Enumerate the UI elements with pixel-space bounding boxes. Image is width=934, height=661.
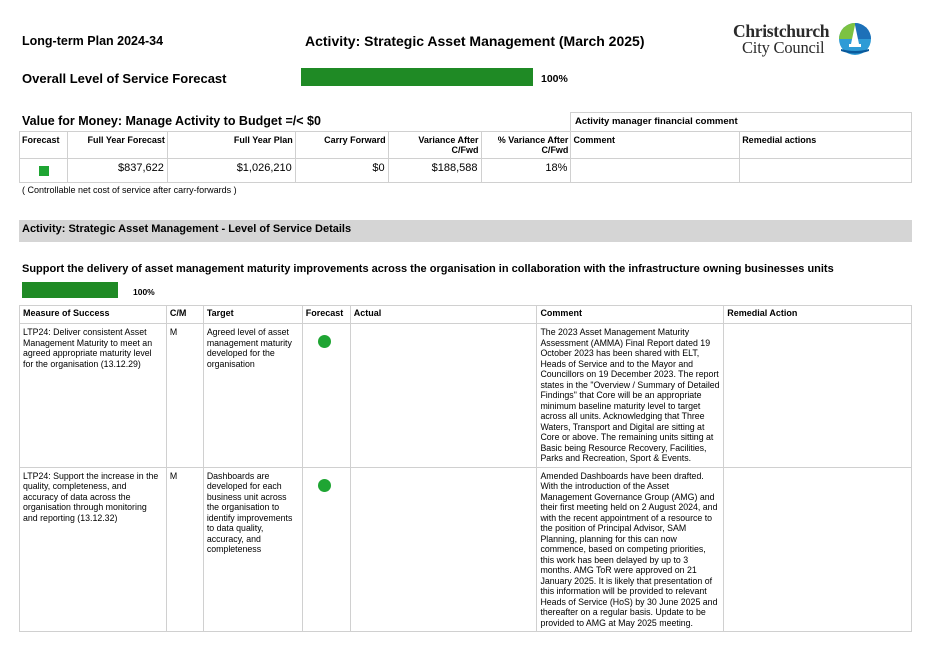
col-cm: C/M	[166, 306, 203, 324]
forecast-cell	[302, 467, 350, 632]
comment-cell: Amended Dashboards have been drafted. With the introduction of the Asset Management Governance Group (AMG) and their first meeting held on 2 August 2024, and with the recent appointment of a resource to the position of Principal Advisor, SAM Planning, planning for this can now commence, based on competing priorities, this work has been delayed by up to 3 months. AMG ToR were approved on 21 January 2025. It is likely that presentation of this information will be provided to relevant Heads of Service (HoS) by 30 June 2025 and thereafter on a regular basis. Update to be provided to AMG at May 2025 meeting.	[537, 467, 724, 632]
logo-text-line2: City Council	[742, 38, 825, 57]
col-carry-forward: Carry Forward	[295, 132, 388, 159]
actual-cell	[350, 467, 537, 632]
col-pct-variance: % Variance After C/Fwd	[481, 132, 571, 159]
overall-percent: 100%	[541, 73, 568, 85]
finance-comment-value	[571, 159, 740, 183]
col-measure: Measure of Success	[20, 306, 167, 324]
finance-note: ( Controllable net cost of service after carry-forwards )	[22, 185, 237, 195]
carry-forward-value: $0	[295, 159, 388, 183]
section-header: Activity: Strategic Asset Management - Level of Service Details	[19, 220, 912, 242]
overall-forecast-label: Overall Level of Service Forecast	[22, 71, 227, 86]
actual-cell	[350, 324, 537, 468]
col-variance: Variance After C/Fwd	[388, 132, 481, 159]
status-dot-icon	[318, 335, 331, 348]
col-full-year-plan: Full Year Plan	[167, 132, 295, 159]
forecast-cell	[302, 324, 350, 468]
goal-percent: 100%	[133, 287, 155, 297]
overall-progress-fill	[301, 68, 533, 86]
col-forecast: Forecast	[20, 132, 68, 159]
cathedral-spire-icon	[837, 22, 873, 56]
col-remedial: Remedial actions	[740, 132, 912, 159]
table-row	[20, 324, 912, 468]
col-target: Target	[203, 306, 302, 324]
cm-cell: M	[166, 467, 203, 632]
measure-cell: LTP24: Support the increase in the quality, completeness, and accuracy of data across the organisation through monitoring and reporting (13.12.32)	[20, 467, 167, 632]
target-cell: Agreed level of asset management maturity developed for the organisation	[203, 324, 302, 468]
measure-cell: LTP24: Deliver consistent Asset Management Maturity to meet an agreed appropriate maturity level for the organisation (13.12.29)	[20, 324, 167, 468]
goal-title: Support the delivery of asset management maturity improvements across the organisation in collaboration with the infrastructure owning businesses units	[22, 263, 834, 275]
comment-cell: The 2023 Asset Management Maturity Assessment (AMMA) Final Report dated 19 October 2023 has been shared with ELT, Heads of Service and to the Mayor and Councillors on 19 December 2023. The report states in the "Overview / Summary of Detailed Findings" that Core will be an appropriate minimum baseline maturity level to target across all units. Acknowledging that Three Waters, Transport and Digital are sitting at Core or above. The remaining units sitting at Basic being Resource Recovery, Facilities, Parks and Recreation, Sport & Events.	[537, 324, 724, 468]
goal-progress-fill	[22, 282, 118, 298]
col-full-year-forecast: Full Year Forecast	[67, 132, 167, 159]
col-comment: Comment	[537, 306, 724, 324]
variance-value: $188,588	[388, 159, 481, 183]
goal-progress-bar	[22, 282, 118, 298]
remedial-cell	[724, 324, 912, 468]
value-for-money-title: Value for Money: Manage Activity to Budget =/< $0	[22, 114, 321, 128]
finance-table	[19, 131, 912, 183]
col-forecast: Forecast	[302, 306, 350, 324]
finance-header-row	[20, 132, 912, 159]
finance-remedial-value	[740, 159, 912, 183]
manager-comment-title: Activity manager financial comment	[570, 112, 912, 132]
level-of-service-table	[19, 305, 912, 632]
col-remedial-action: Remedial Action	[724, 306, 912, 324]
activity-title: Activity: Strategic Asset Management (March 2025)	[305, 33, 645, 49]
pct-variance-value: 18%	[481, 159, 571, 183]
target-cell: Dashboards are developed for each business unit across the organisation to identify improvements to data quality, accuracy, and completeness	[203, 467, 302, 632]
status-dot-icon	[318, 479, 331, 492]
remedial-cell	[724, 467, 912, 632]
col-comment: Comment	[571, 132, 740, 159]
col-actual: Actual	[350, 306, 537, 324]
finance-data-row	[20, 159, 912, 183]
plan-title: Long-term Plan 2024-34	[22, 34, 164, 48]
status-square-icon	[39, 166, 49, 176]
council-logo	[733, 21, 878, 59]
finance-status-cell	[20, 159, 68, 183]
logo-text-line1: Christchurch	[733, 21, 830, 41]
full-year-plan-value: $1,026,210	[167, 159, 295, 183]
cm-cell: M	[166, 324, 203, 468]
full-year-forecast-value: $837,622	[67, 159, 167, 183]
table-row	[20, 467, 912, 632]
los-header-row	[20, 306, 912, 324]
overall-progress-bar	[301, 68, 533, 86]
